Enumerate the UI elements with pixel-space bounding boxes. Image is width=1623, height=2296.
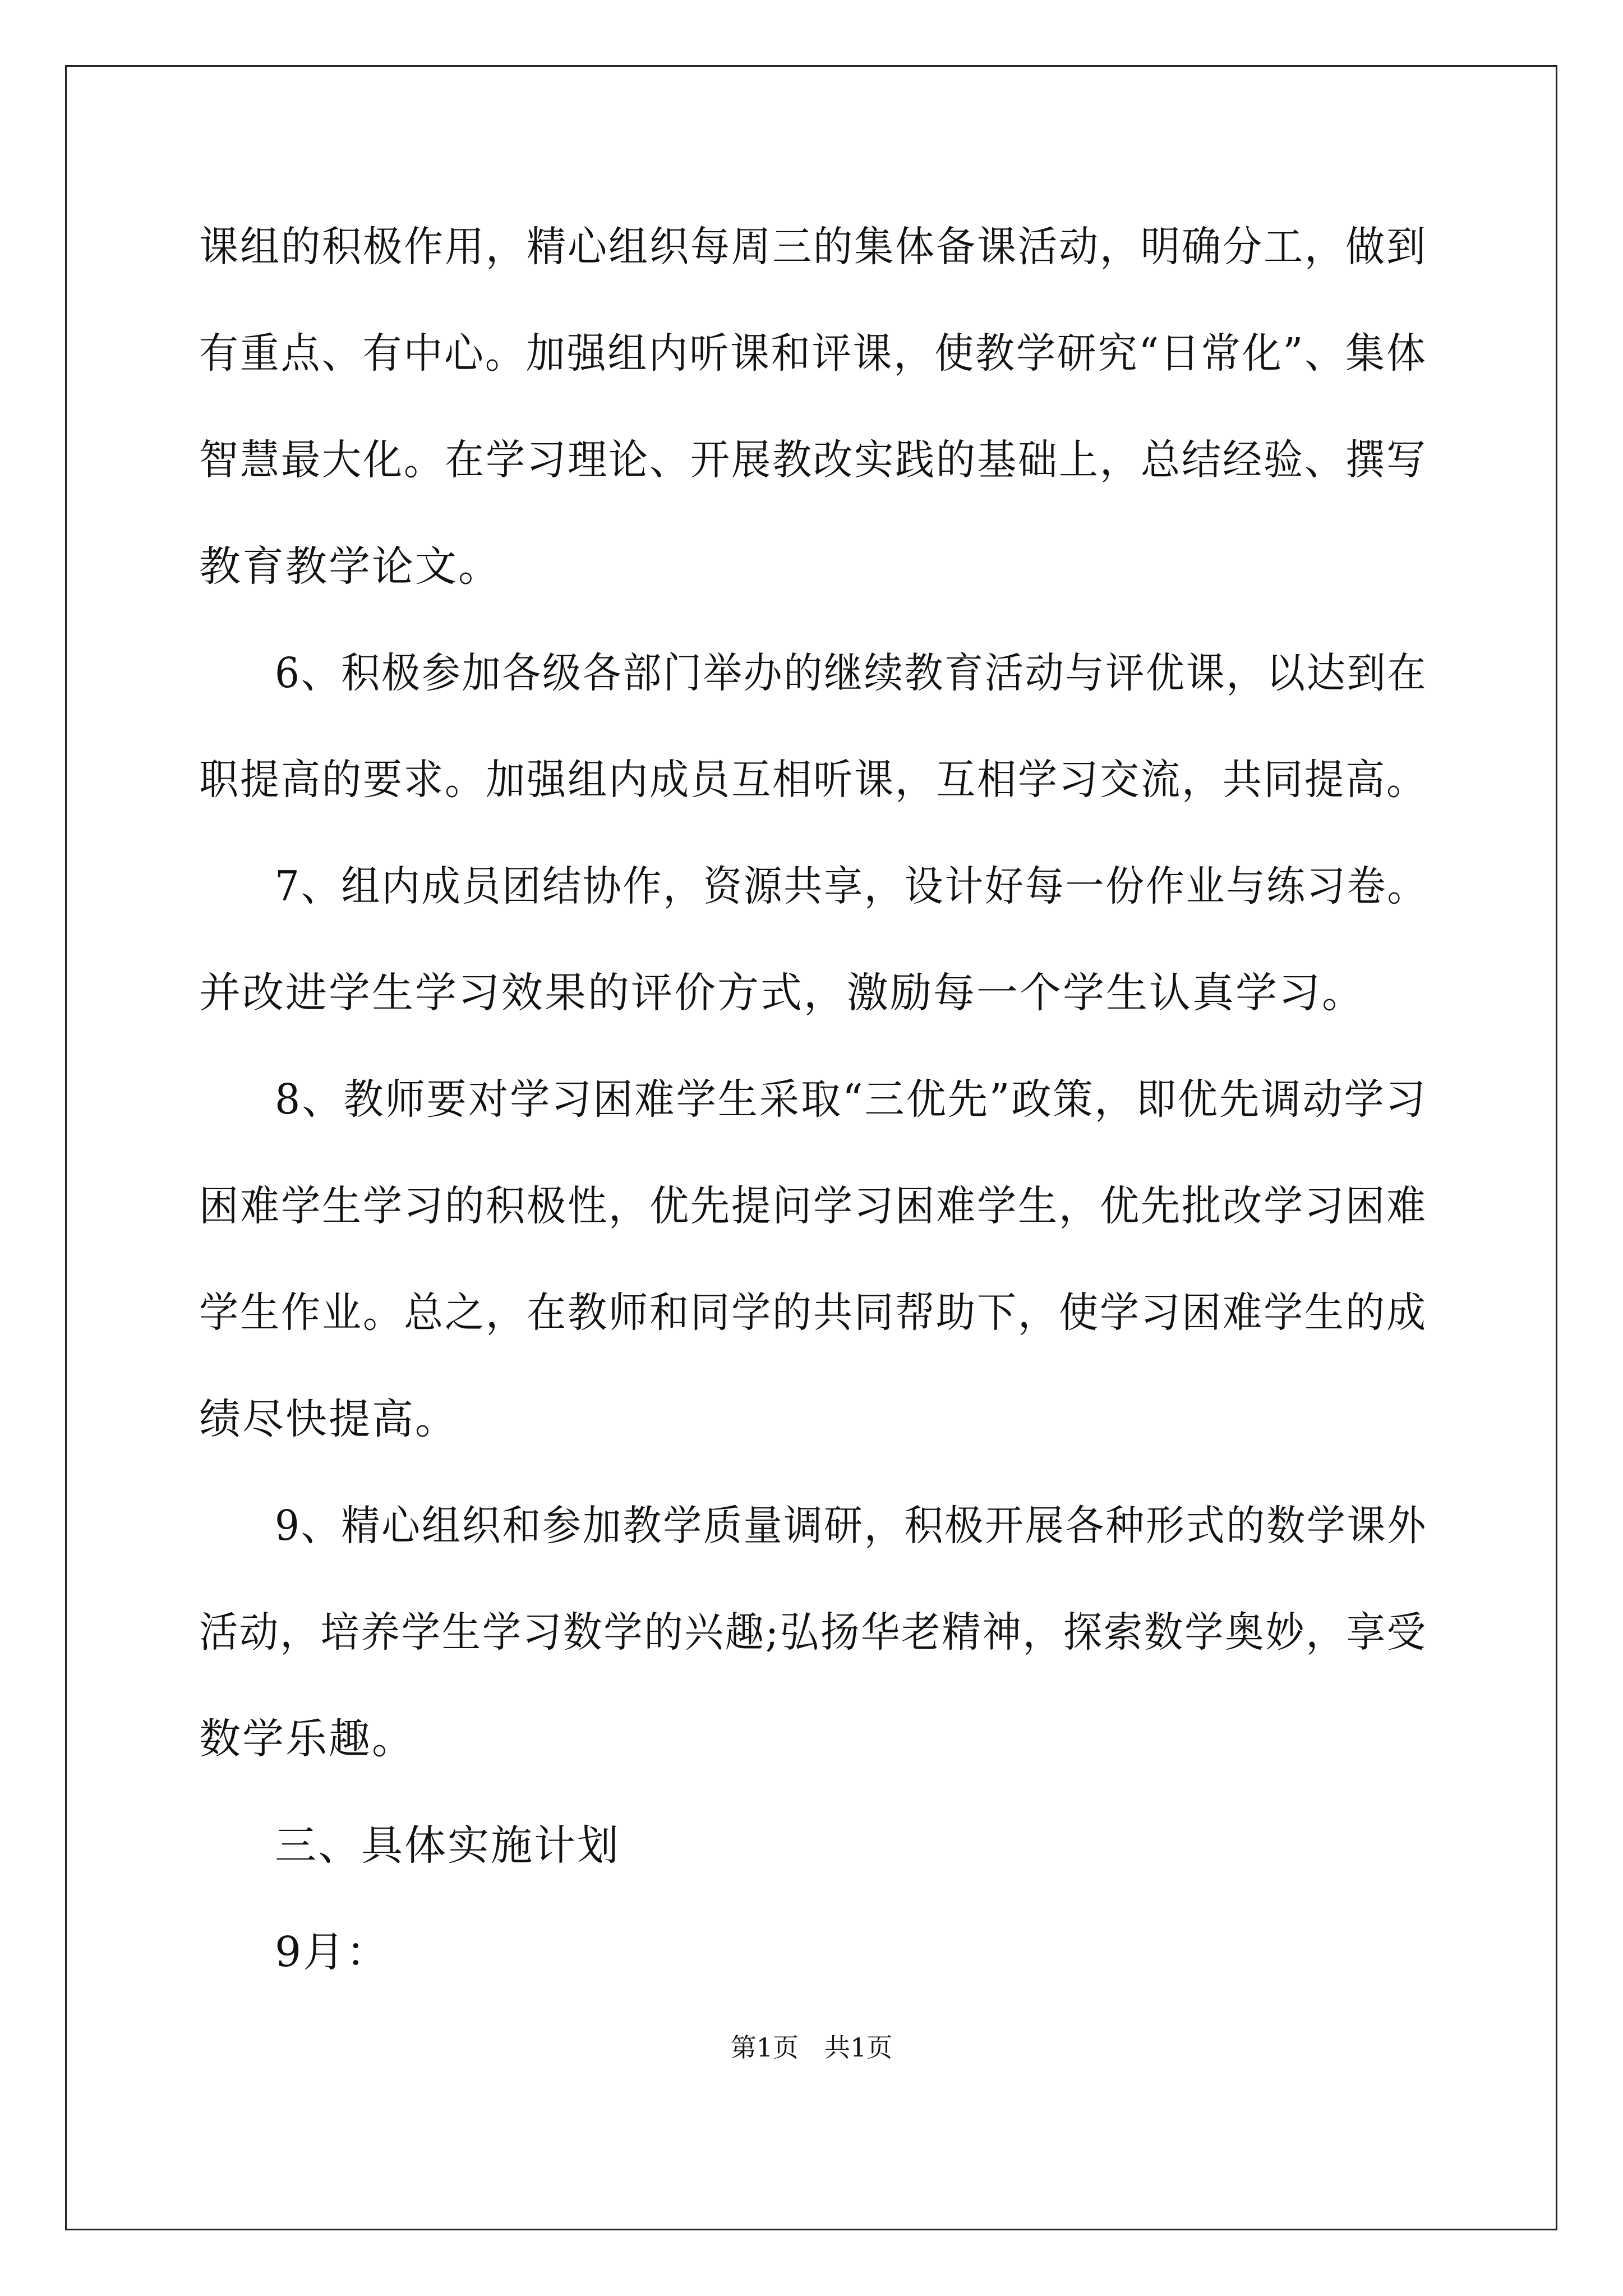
paragraph-line: 学生作业。总之，在教师和同学的共同帮助下，使学习困难学生的成 bbox=[199, 1289, 1427, 1337]
paragraph-line: 课组的积极作用，精心组织每周三的集体备课活动，明确分工，做到 bbox=[199, 223, 1427, 271]
paragraph-line: 9、精心组织和参加教学质量调研，积极开展各种形式的数学课外 bbox=[275, 1502, 1428, 1550]
paragraph-line: 有重点、有中心。加强组内听课和评课，使教学研究“日常化”、集体 bbox=[199, 329, 1427, 378]
paragraph-line: 7、组内成员团结协作，资源共享，设计好每一份作业与练习卷。 bbox=[275, 862, 1428, 910]
paragraph-line: 困难学生学习的积极性，优先提问学习困难学生，优先批改学习困难 bbox=[199, 1182, 1427, 1230]
paragraph-line: 活动，培养学生学习数学的兴趣;弘扬华老精神，探索数学奥妙，享受 bbox=[199, 1608, 1427, 1657]
paragraph-line: 8、教师要对学习困难学生采取“三优先”政策，即优先调动学习 bbox=[275, 1075, 1427, 1124]
paragraph-line: 绩尽快提高。 bbox=[199, 1395, 458, 1443]
paragraph-line: 数学乐趣。 bbox=[199, 1715, 415, 1763]
page-footer: 第1页 共1页 bbox=[730, 2032, 893, 2063]
paragraph-line: 智慧最大化。在学习理论、开展教改实践的基础上，总结经验、撰写 bbox=[199, 436, 1427, 484]
page-border bbox=[65, 65, 1557, 2230]
section-heading: 三、具体实施计划 bbox=[275, 1821, 620, 1870]
paragraph-line: 并改进学生学习效果的评价方式，激励每一个学生认真学习。 bbox=[199, 969, 1365, 1017]
paragraph-line: 6、积极参加各级各部门举办的继续教育活动与评优课，以达到在 bbox=[275, 649, 1428, 697]
month-heading: 9月： bbox=[275, 1928, 390, 1976]
paragraph-line: 教育教学论文。 bbox=[199, 542, 501, 591]
paragraph-line: 职提高的要求。加强组内成员互相听课，互相学习交流，共同提高。 bbox=[199, 756, 1427, 804]
